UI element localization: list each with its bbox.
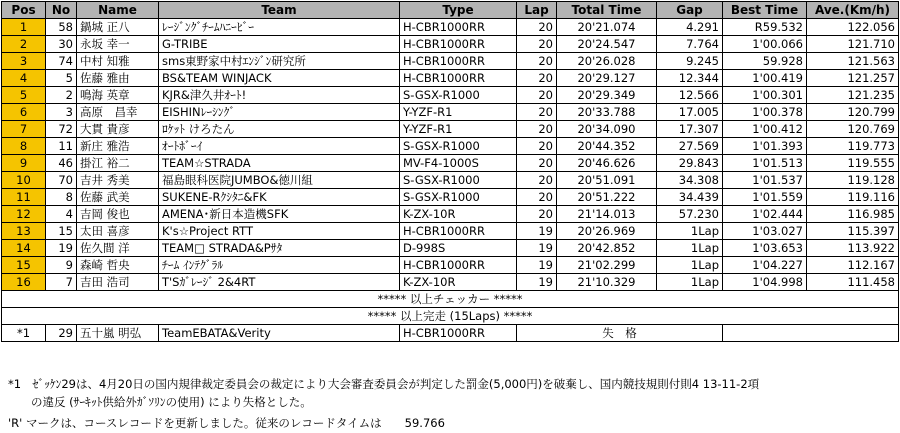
cell-no: 9 bbox=[46, 257, 77, 274]
cell-total: 20'46.626 bbox=[557, 155, 657, 172]
dq-cell-pos: *1 bbox=[2, 325, 46, 342]
cell-no: 30 bbox=[46, 36, 77, 53]
table-row bbox=[2, 36, 899, 53]
cell-total: 21'10.329 bbox=[557, 274, 657, 291]
cell-gap: 1Lap bbox=[657, 257, 723, 274]
cell-ave: 119.128 bbox=[807, 172, 899, 189]
cell-best: 59.928 bbox=[723, 53, 807, 70]
cell-name: 鳴海 英章 bbox=[77, 87, 159, 104]
checker-row-text: ***** 以上チェッカー ***** bbox=[2, 291, 899, 308]
cell-lap: 20 bbox=[517, 70, 557, 87]
cell-team: 福島眼科医院JUMBO&徳川組 bbox=[159, 172, 400, 189]
table-row bbox=[2, 53, 899, 70]
cell-type: H-CBR1000RR bbox=[400, 257, 517, 274]
table-row bbox=[2, 189, 899, 206]
table-row bbox=[2, 155, 899, 172]
cell-type: H-CBR1000RR bbox=[400, 53, 517, 70]
cell-pos: 7 bbox=[2, 121, 46, 138]
table-row bbox=[2, 138, 899, 155]
cell-gap: 12.344 bbox=[657, 70, 723, 87]
cell-best: 1'01.537 bbox=[723, 172, 807, 189]
dq-cell-name: 五十嵐 明弘 bbox=[77, 325, 159, 342]
cell-best: 1'00.378 bbox=[723, 104, 807, 121]
cell-lap: 19 bbox=[517, 240, 557, 257]
cell-name: 佐藤 武美 bbox=[77, 189, 159, 206]
cell-name: 吉田 浩司 bbox=[77, 274, 159, 291]
cell-team: ｵｰﾄﾎﾞｰｲ bbox=[159, 138, 400, 155]
cell-gap: 29.843 bbox=[657, 155, 723, 172]
cell-type: S-GSX-R1000 bbox=[400, 87, 517, 104]
header-row bbox=[2, 2, 899, 19]
cell-pos: 10 bbox=[2, 172, 46, 189]
column-header: Total Time bbox=[557, 2, 657, 19]
cell-team: BS&TEAM WINJACK bbox=[159, 70, 400, 87]
dq-cell-type: H-CBR1000RR bbox=[400, 325, 517, 342]
cell-no: 70 bbox=[46, 172, 77, 189]
table-row bbox=[2, 274, 899, 291]
cell-type: D-998S bbox=[400, 240, 517, 257]
cell-best: R59.532 bbox=[723, 19, 807, 36]
cell-ave: 120.799 bbox=[807, 104, 899, 121]
cell-no: 8 bbox=[46, 189, 77, 206]
finished-row bbox=[2, 308, 899, 325]
table-row bbox=[2, 19, 899, 36]
cell-pos: 14 bbox=[2, 240, 46, 257]
finished-row-text: ***** 以上完走 (15Laps) ***** bbox=[2, 308, 899, 325]
results-body bbox=[2, 19, 899, 342]
cell-best: 1'01.513 bbox=[723, 155, 807, 172]
cell-total: 20'44.352 bbox=[557, 138, 657, 155]
table-row bbox=[2, 121, 899, 138]
table-row bbox=[2, 87, 899, 104]
cell-name: 掛江 裕二 bbox=[77, 155, 159, 172]
column-header: Lap bbox=[517, 2, 557, 19]
cell-lap: 20 bbox=[517, 87, 557, 104]
cell-name: 太田 喜彦 bbox=[77, 223, 159, 240]
cell-best: 1'04.227 bbox=[723, 257, 807, 274]
cell-type: S-GSX-R1000 bbox=[400, 172, 517, 189]
cell-ave: 121.563 bbox=[807, 53, 899, 70]
cell-team: sms東野家中村ｴﾝｼﾞﾝ研究所 bbox=[159, 53, 400, 70]
cell-name: 佐久間 洋 bbox=[77, 240, 159, 257]
cell-ave: 120.769 bbox=[807, 121, 899, 138]
cell-name: 森崎 哲央 bbox=[77, 257, 159, 274]
table-row bbox=[2, 223, 899, 240]
cell-gap: 34.308 bbox=[657, 172, 723, 189]
cell-type: K-ZX-10R bbox=[400, 206, 517, 223]
cell-pos: 1 bbox=[2, 19, 46, 36]
cell-gap: 1Lap bbox=[657, 223, 723, 240]
note-line-3: 'R' マークは、コースレコードを更新しました。従来のレコードタイムは 59.766 bbox=[8, 416, 445, 430]
cell-ave: 119.116 bbox=[807, 189, 899, 206]
cell-ave: 116.985 bbox=[807, 206, 899, 223]
column-header: Ave.(Km/h) bbox=[807, 2, 899, 19]
cell-no: 46 bbox=[46, 155, 77, 172]
cell-team: ﾚｰｼﾞﾝｸﾞﾁｰﾑﾊﾆｰﾋﾞｰ bbox=[159, 19, 400, 36]
cell-name: 佐藤 雅由 bbox=[77, 70, 159, 87]
cell-lap: 20 bbox=[517, 104, 557, 121]
cell-lap: 20 bbox=[517, 19, 557, 36]
cell-lap: 20 bbox=[517, 206, 557, 223]
table-row bbox=[2, 206, 899, 223]
cell-total: 20'33.788 bbox=[557, 104, 657, 121]
cell-name: 永坂 幸一 bbox=[77, 36, 159, 53]
cell-pos: 12 bbox=[2, 206, 46, 223]
cell-pos: 9 bbox=[2, 155, 46, 172]
cell-team: EISHINﾚｰｼﾝｸﾞ bbox=[159, 104, 400, 121]
cell-lap: 19 bbox=[517, 223, 557, 240]
cell-best: 1'02.444 bbox=[723, 206, 807, 223]
column-header: No bbox=[46, 2, 77, 19]
column-header: Team bbox=[159, 2, 400, 19]
cell-name: 大貫 貴彦 bbox=[77, 121, 159, 138]
cell-team: TEAM☆STRADA bbox=[159, 155, 400, 172]
cell-pos: 6 bbox=[2, 104, 46, 121]
dq-cell-team: TeamEBATA&Verity bbox=[159, 325, 400, 342]
column-header: Name bbox=[77, 2, 159, 19]
cell-name: 鍋城 正八 bbox=[77, 19, 159, 36]
cell-total: 20'26.028 bbox=[557, 53, 657, 70]
cell-ave: 115.397 bbox=[807, 223, 899, 240]
cell-no: 2 bbox=[46, 87, 77, 104]
cell-lap: 20 bbox=[517, 36, 557, 53]
cell-gap: 12.566 bbox=[657, 87, 723, 104]
cell-type: H-CBR1000RR bbox=[400, 223, 517, 240]
disqualified-row bbox=[2, 325, 899, 342]
cell-ave: 121.235 bbox=[807, 87, 899, 104]
cell-type: S-GSX-R1000 bbox=[400, 189, 517, 206]
dq-cell-empty bbox=[723, 325, 899, 342]
cell-type: H-CBR1000RR bbox=[400, 36, 517, 53]
cell-no: 74 bbox=[46, 53, 77, 70]
cell-name: 新庄 雅浩 bbox=[77, 138, 159, 155]
cell-gap: 17.307 bbox=[657, 121, 723, 138]
cell-gap: 9.245 bbox=[657, 53, 723, 70]
cell-type: S-GSX-R1000 bbox=[400, 138, 517, 155]
cell-team: G-TRIBE bbox=[159, 36, 400, 53]
cell-no: 72 bbox=[46, 121, 77, 138]
table-row bbox=[2, 240, 899, 257]
cell-lap: 20 bbox=[517, 172, 557, 189]
cell-total: 20'51.091 bbox=[557, 172, 657, 189]
cell-total: 20'34.090 bbox=[557, 121, 657, 138]
cell-lap: 20 bbox=[517, 121, 557, 138]
cell-name: 高原 昌幸 bbox=[77, 104, 159, 121]
cell-best: 1'00.066 bbox=[723, 36, 807, 53]
cell-pos: 11 bbox=[2, 189, 46, 206]
cell-type: MV-F4-1000S bbox=[400, 155, 517, 172]
cell-ave: 113.922 bbox=[807, 240, 899, 257]
cell-total: 20'42.852 bbox=[557, 240, 657, 257]
cell-no: 7 bbox=[46, 274, 77, 291]
cell-best: 1'01.393 bbox=[723, 138, 807, 155]
cell-team: AMENA･新日本造機SFK bbox=[159, 206, 400, 223]
cell-best: 1'03.653 bbox=[723, 240, 807, 257]
cell-lap: 19 bbox=[517, 257, 557, 274]
cell-total: 20'51.222 bbox=[557, 189, 657, 206]
cell-best: 1'03.027 bbox=[723, 223, 807, 240]
column-header: Best Time bbox=[723, 2, 807, 19]
cell-no: 15 bbox=[46, 223, 77, 240]
cell-pos: 3 bbox=[2, 53, 46, 70]
column-header: Pos bbox=[2, 2, 46, 19]
cell-gap: 27.569 bbox=[657, 138, 723, 155]
cell-best: 1'01.559 bbox=[723, 189, 807, 206]
cell-no: 3 bbox=[46, 104, 77, 121]
cell-name: 吉井 秀美 bbox=[77, 172, 159, 189]
cell-best: 1'00.419 bbox=[723, 70, 807, 87]
cell-type: K-ZX-10R bbox=[400, 274, 517, 291]
cell-gap: 4.291 bbox=[657, 19, 723, 36]
cell-no: 58 bbox=[46, 19, 77, 36]
results-table bbox=[1, 1, 899, 342]
cell-best: 1'00.412 bbox=[723, 121, 807, 138]
table-row bbox=[2, 172, 899, 189]
cell-ave: 112.167 bbox=[807, 257, 899, 274]
column-header: Type bbox=[400, 2, 517, 19]
cell-ave: 119.773 bbox=[807, 138, 899, 155]
cell-lap: 19 bbox=[517, 274, 557, 291]
table-row bbox=[2, 70, 899, 87]
cell-team: K's☆Project RTT bbox=[159, 223, 400, 240]
cell-no: 11 bbox=[46, 138, 77, 155]
cell-pos: 2 bbox=[2, 36, 46, 53]
cell-type: H-CBR1000RR bbox=[400, 70, 517, 87]
cell-total: 21'14.013 bbox=[557, 206, 657, 223]
cell-type: Y-YZF-R1 bbox=[400, 121, 517, 138]
cell-no: 4 bbox=[46, 206, 77, 223]
cell-team: KJR&津久井ｵｰﾄ! bbox=[159, 87, 400, 104]
cell-gap: 34.439 bbox=[657, 189, 723, 206]
cell-total: 20'21.074 bbox=[557, 19, 657, 36]
cell-total: 21'02.299 bbox=[557, 257, 657, 274]
cell-name: 吉岡 俊也 bbox=[77, 206, 159, 223]
cell-no: 19 bbox=[46, 240, 77, 257]
cell-team: ﾁｰﾑ ｲﾝﾃｸﾞﾗﾙ bbox=[159, 257, 400, 274]
cell-pos: 4 bbox=[2, 70, 46, 87]
cell-best: 1'00.301 bbox=[723, 87, 807, 104]
dq-cell-no: 29 bbox=[46, 325, 77, 342]
cell-type: Y-YZF-R1 bbox=[400, 104, 517, 121]
cell-ave: 119.555 bbox=[807, 155, 899, 172]
cell-name: 中村 知雅 bbox=[77, 53, 159, 70]
cell-type: H-CBR1000RR bbox=[400, 19, 517, 36]
note-line-2: の違反 (ｻｰｷｯﾄ供給外ｶﾞｿﾘﾝの使用) により失格とした。 bbox=[8, 395, 312, 409]
cell-team: SUKENE-Rｸｼﾀﾆ&FK bbox=[159, 189, 400, 206]
cell-ave: 121.710 bbox=[807, 36, 899, 53]
cell-ave: 111.458 bbox=[807, 274, 899, 291]
cell-best: 1'04.998 bbox=[723, 274, 807, 291]
cell-team: T'Sｶﾞﾚｰｼﾞ 2&4RT bbox=[159, 274, 400, 291]
cell-lap: 20 bbox=[517, 155, 557, 172]
cell-gap: 17.005 bbox=[657, 104, 723, 121]
cell-gap: 1Lap bbox=[657, 240, 723, 257]
cell-team: ﾛｹｯﾄ けろたん bbox=[159, 121, 400, 138]
cell-pos: 16 bbox=[2, 274, 46, 291]
cell-total: 20'29.349 bbox=[557, 87, 657, 104]
cell-total: 20'24.547 bbox=[557, 36, 657, 53]
checker-row bbox=[2, 291, 899, 308]
dq-cell-status: 失 格 bbox=[517, 325, 723, 342]
cell-total: 20'26.969 bbox=[557, 223, 657, 240]
table-row bbox=[2, 257, 899, 274]
table-row bbox=[2, 104, 899, 121]
cell-no: 5 bbox=[46, 70, 77, 87]
note-line-1: *1 ｾﾞｯｹﾝ29は、4月20日の国内規律裁定委員会の裁定により大会審査委員会が判定した罰金(5,000円)を破棄し、国内競技規則付則4 13-11-2項 bbox=[8, 377, 760, 391]
cell-pos: 13 bbox=[2, 223, 46, 240]
cell-lap: 20 bbox=[517, 53, 557, 70]
cell-gap: 1Lap bbox=[657, 274, 723, 291]
cell-team: TEAM□ STRADA&Pｻﾀ bbox=[159, 240, 400, 257]
cell-gap: 57.230 bbox=[657, 206, 723, 223]
cell-ave: 122.056 bbox=[807, 19, 899, 36]
cell-lap: 20 bbox=[517, 189, 557, 206]
cell-pos: 15 bbox=[2, 257, 46, 274]
cell-gap: 7.764 bbox=[657, 36, 723, 53]
cell-pos: 5 bbox=[2, 87, 46, 104]
cell-lap: 20 bbox=[517, 138, 557, 155]
cell-pos: 8 bbox=[2, 138, 46, 155]
cell-ave: 121.257 bbox=[807, 70, 899, 87]
cell-total: 20'29.127 bbox=[557, 70, 657, 87]
column-header: Gap bbox=[657, 2, 723, 19]
